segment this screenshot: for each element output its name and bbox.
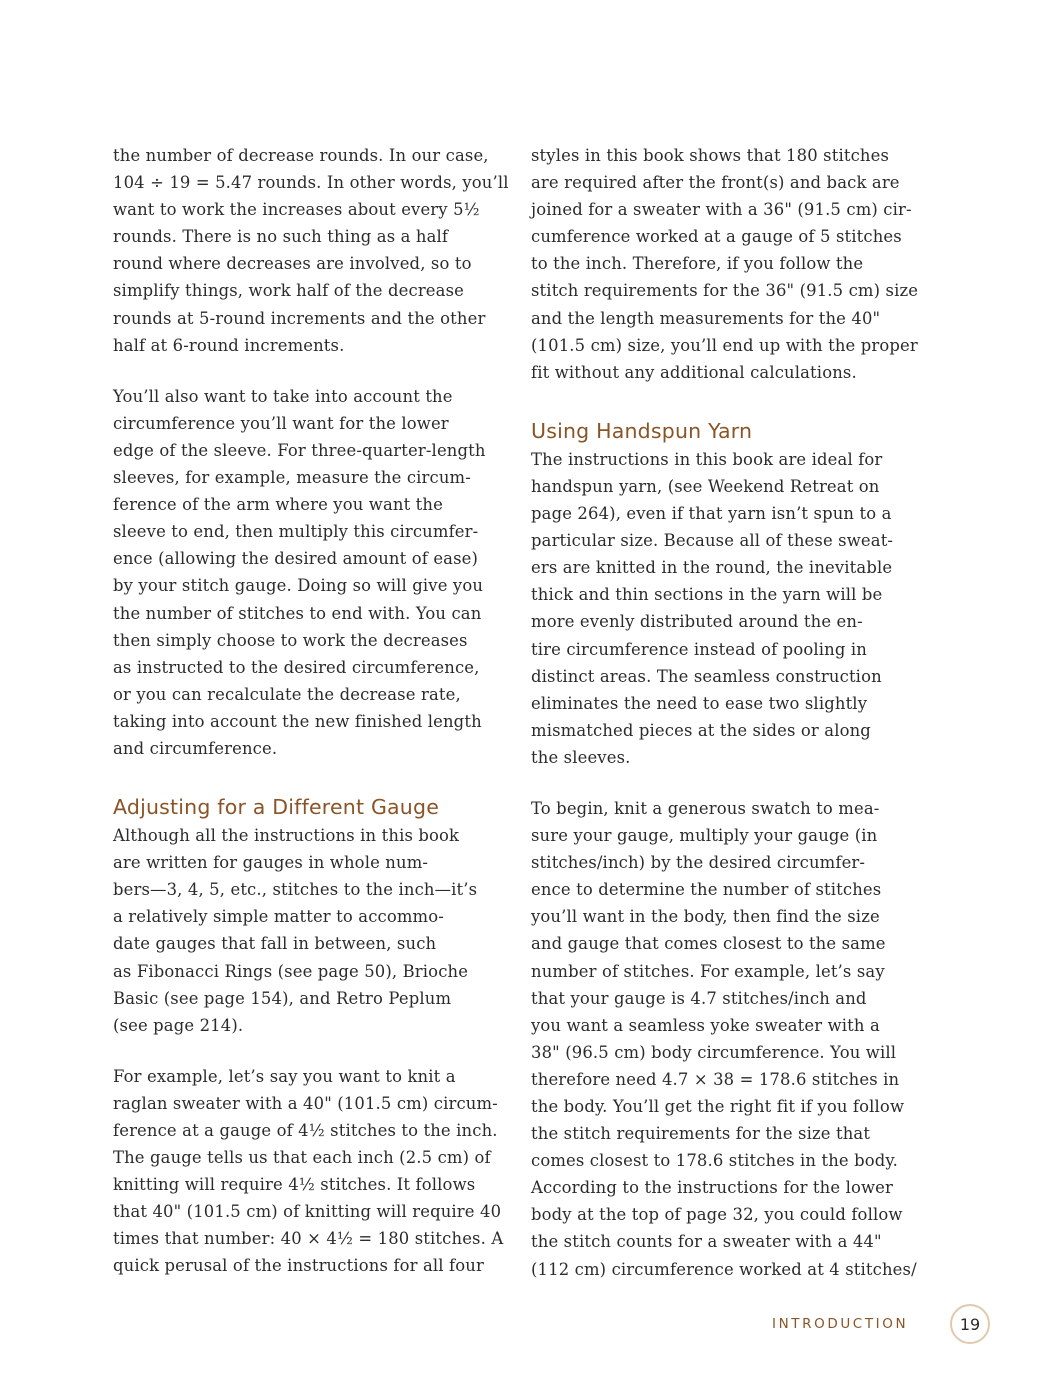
text-line: number of stitches. For example, let’s say bbox=[531, 961, 885, 981]
text-line: knitting will require 4½ stitches. It follows bbox=[113, 1175, 476, 1195]
text-line: the number of decrease rounds. In our case, bbox=[113, 146, 489, 165]
text-line: According to the instructions for the lower bbox=[531, 1178, 894, 1198]
text-line: joined for a sweater with a 36" (91.5 cm) cir- bbox=[531, 200, 912, 220]
text-line: circumference you’ll want for the lower bbox=[113, 413, 449, 433]
text-line: as instructed to the desired circumference, bbox=[113, 657, 480, 677]
text-line: distinct areas. The seamless construction bbox=[531, 666, 882, 686]
text-line: the sleeves. bbox=[531, 747, 631, 767]
text-line: taking into account the new finished length bbox=[113, 711, 482, 731]
text-line: 38" (96.5 cm) body circumference. You will bbox=[531, 1042, 897, 1062]
paragraph bbox=[531, 795, 915, 1283]
text-line: stitch requirements for the 36" (91.5 cm) size bbox=[531, 281, 919, 301]
text-line: sleeves, for example, measure the circum- bbox=[113, 468, 471, 488]
right-column bbox=[531, 142, 919, 1283]
text-line: thick and thin sections in the yarn will be bbox=[531, 585, 883, 605]
text-line: you’ll want in the body, then find the size bbox=[531, 907, 880, 927]
text-line: half at 6-round increments. bbox=[113, 335, 345, 355]
text-line: ence to determine the number of stitches bbox=[531, 880, 882, 900]
text-line: a relatively simple matter to accommo- bbox=[113, 907, 444, 927]
text-line: date gauges that fall in between, such bbox=[113, 934, 437, 954]
text-line: and gauge that comes closest to the same bbox=[531, 934, 886, 954]
text-line: bers—3, 4, 5, etc., stitches to the inch—it’s bbox=[113, 880, 478, 900]
paragraph bbox=[113, 1063, 504, 1280]
text-line: are written for gauges in whole num- bbox=[113, 853, 429, 873]
text-line: simplify things, work half of the decrease bbox=[113, 281, 464, 301]
text-line: that your gauge is 4.7 stitches/inch and bbox=[531, 988, 867, 1008]
text-line: cumference worked at a gauge of 5 stitches bbox=[531, 227, 902, 247]
text-line: body at the top of page 32, you could follow bbox=[531, 1205, 903, 1225]
text-line: edge of the sleeve. For three-quarter-length bbox=[113, 440, 486, 460]
text-line: ference at a gauge of 4½ stitches to the inch. bbox=[113, 1121, 498, 1140]
paragraph bbox=[531, 142, 919, 386]
text-line: For example, let’s say you want to knit a bbox=[113, 1066, 456, 1086]
text-line: as Fibonacci Rings (see page 50), Brioche bbox=[113, 961, 469, 981]
text-line: therefore need 4.7 × 38 = 178.6 stitches in bbox=[531, 1069, 900, 1089]
page-number: 19 bbox=[950, 1304, 990, 1344]
text-line: fit without any additional calculations. bbox=[531, 362, 857, 382]
text-line: rounds at 5-round increments and the other bbox=[113, 308, 486, 328]
text-line: more evenly distributed around the en- bbox=[531, 612, 863, 632]
text-line: You’ll also want to take into account the bbox=[113, 386, 453, 406]
text-line: then simply choose to work the decreases bbox=[113, 630, 468, 650]
text-line: times that number: 40 × 4½ = 180 stitches. A bbox=[113, 1229, 504, 1249]
text-line: raglan sweater with a 40" (101.5 cm) circum- bbox=[113, 1093, 498, 1113]
text-line: ference of the arm where you want the bbox=[113, 495, 443, 515]
text-line: sleeve to end, then multiply this circumfer- bbox=[113, 522, 479, 542]
text-line: ence (allowing the desired amount of ease) bbox=[113, 549, 479, 569]
text-line: eliminates the need to ease two slightly bbox=[531, 693, 868, 713]
text-line: rounds. There is no such thing as a half bbox=[113, 227, 449, 247]
text-line: handspun yarn, (see Weekend Retreat on bbox=[531, 476, 880, 496]
text-line: are required after the front(s) and back are bbox=[531, 173, 900, 193]
text-line: you want a seamless yoke sweater with a bbox=[531, 1015, 880, 1035]
text-line: and circumference. bbox=[113, 738, 278, 758]
text-line: want to work the increases about every 5½ bbox=[113, 200, 480, 220]
left-column bbox=[113, 142, 509, 1280]
text-line: tire circumference instead of pooling in bbox=[531, 639, 867, 659]
text-line: (101.5 cm) size, you’ll end up with the proper bbox=[531, 335, 918, 355]
text-line: sure your gauge, multiply your gauge (in bbox=[531, 826, 878, 846]
text-line: page 264), even if that yarn isn’t spun to a bbox=[531, 504, 892, 524]
paragraph bbox=[113, 822, 497, 1039]
paragraph bbox=[113, 383, 497, 762]
text-line: To begin, knit a generous swatch to mea- bbox=[531, 798, 880, 818]
section-heading: Using Handspun Yarn bbox=[531, 418, 753, 443]
text-line: or you can recalculate the decrease rate, bbox=[113, 684, 461, 704]
text-line: by your stitch gauge. Doing so will give you bbox=[113, 576, 484, 596]
text-line: to the inch. Therefore, if you follow the bbox=[531, 254, 864, 274]
text-line: comes closest to 178.6 stitches in the body. bbox=[531, 1151, 899, 1171]
text-line: The instructions in this book are ideal for bbox=[531, 449, 883, 469]
paragraph bbox=[113, 142, 509, 359]
text-line: the stitch requirements for the size that bbox=[531, 1124, 871, 1144]
text-line: Basic (see page 154), and Retro Peplum bbox=[113, 988, 452, 1008]
text-line: stitches/inch) by the desired circumfer- bbox=[531, 853, 866, 873]
text-line: the body. You’ll get the right fit if you follow bbox=[531, 1097, 905, 1116]
paragraph bbox=[531, 446, 915, 771]
text-line: particular size. Because all of these sweat- bbox=[531, 531, 894, 551]
text-line: Although all the instructions in this book bbox=[113, 826, 460, 846]
text-line: (see page 214). bbox=[113, 1015, 244, 1035]
section-label: INTRODUCTION bbox=[772, 1316, 909, 1332]
section-heading: Adjusting for a Different Gauge bbox=[113, 795, 440, 820]
text-line: styles in this book shows that 180 stitches bbox=[531, 146, 890, 165]
text-line: 104 ÷ 19 = 5.47 rounds. In other words, you’ll bbox=[113, 173, 509, 193]
text-line: The gauge tells us that each inch (2.5 cm) of bbox=[113, 1148, 491, 1168]
text-line: the stitch counts for a sweater with a 44" bbox=[531, 1232, 882, 1252]
text-line: quick perusal of the instructions for all four bbox=[113, 1256, 484, 1276]
text-line: (112 cm) circumference worked at 4 stitches/ bbox=[531, 1259, 917, 1279]
text-line: mismatched pieces at the sides or along bbox=[531, 720, 871, 740]
text-line: that 40" (101.5 cm) of knitting will require 40 bbox=[113, 1202, 502, 1222]
text-line: the number of stitches to end with. You can bbox=[113, 603, 482, 623]
text-line: round where decreases are involved, so to bbox=[113, 254, 472, 274]
text-line: ers are knitted in the round, the inevitable bbox=[531, 558, 893, 578]
text-line: and the length measurements for the 40" bbox=[531, 308, 881, 328]
